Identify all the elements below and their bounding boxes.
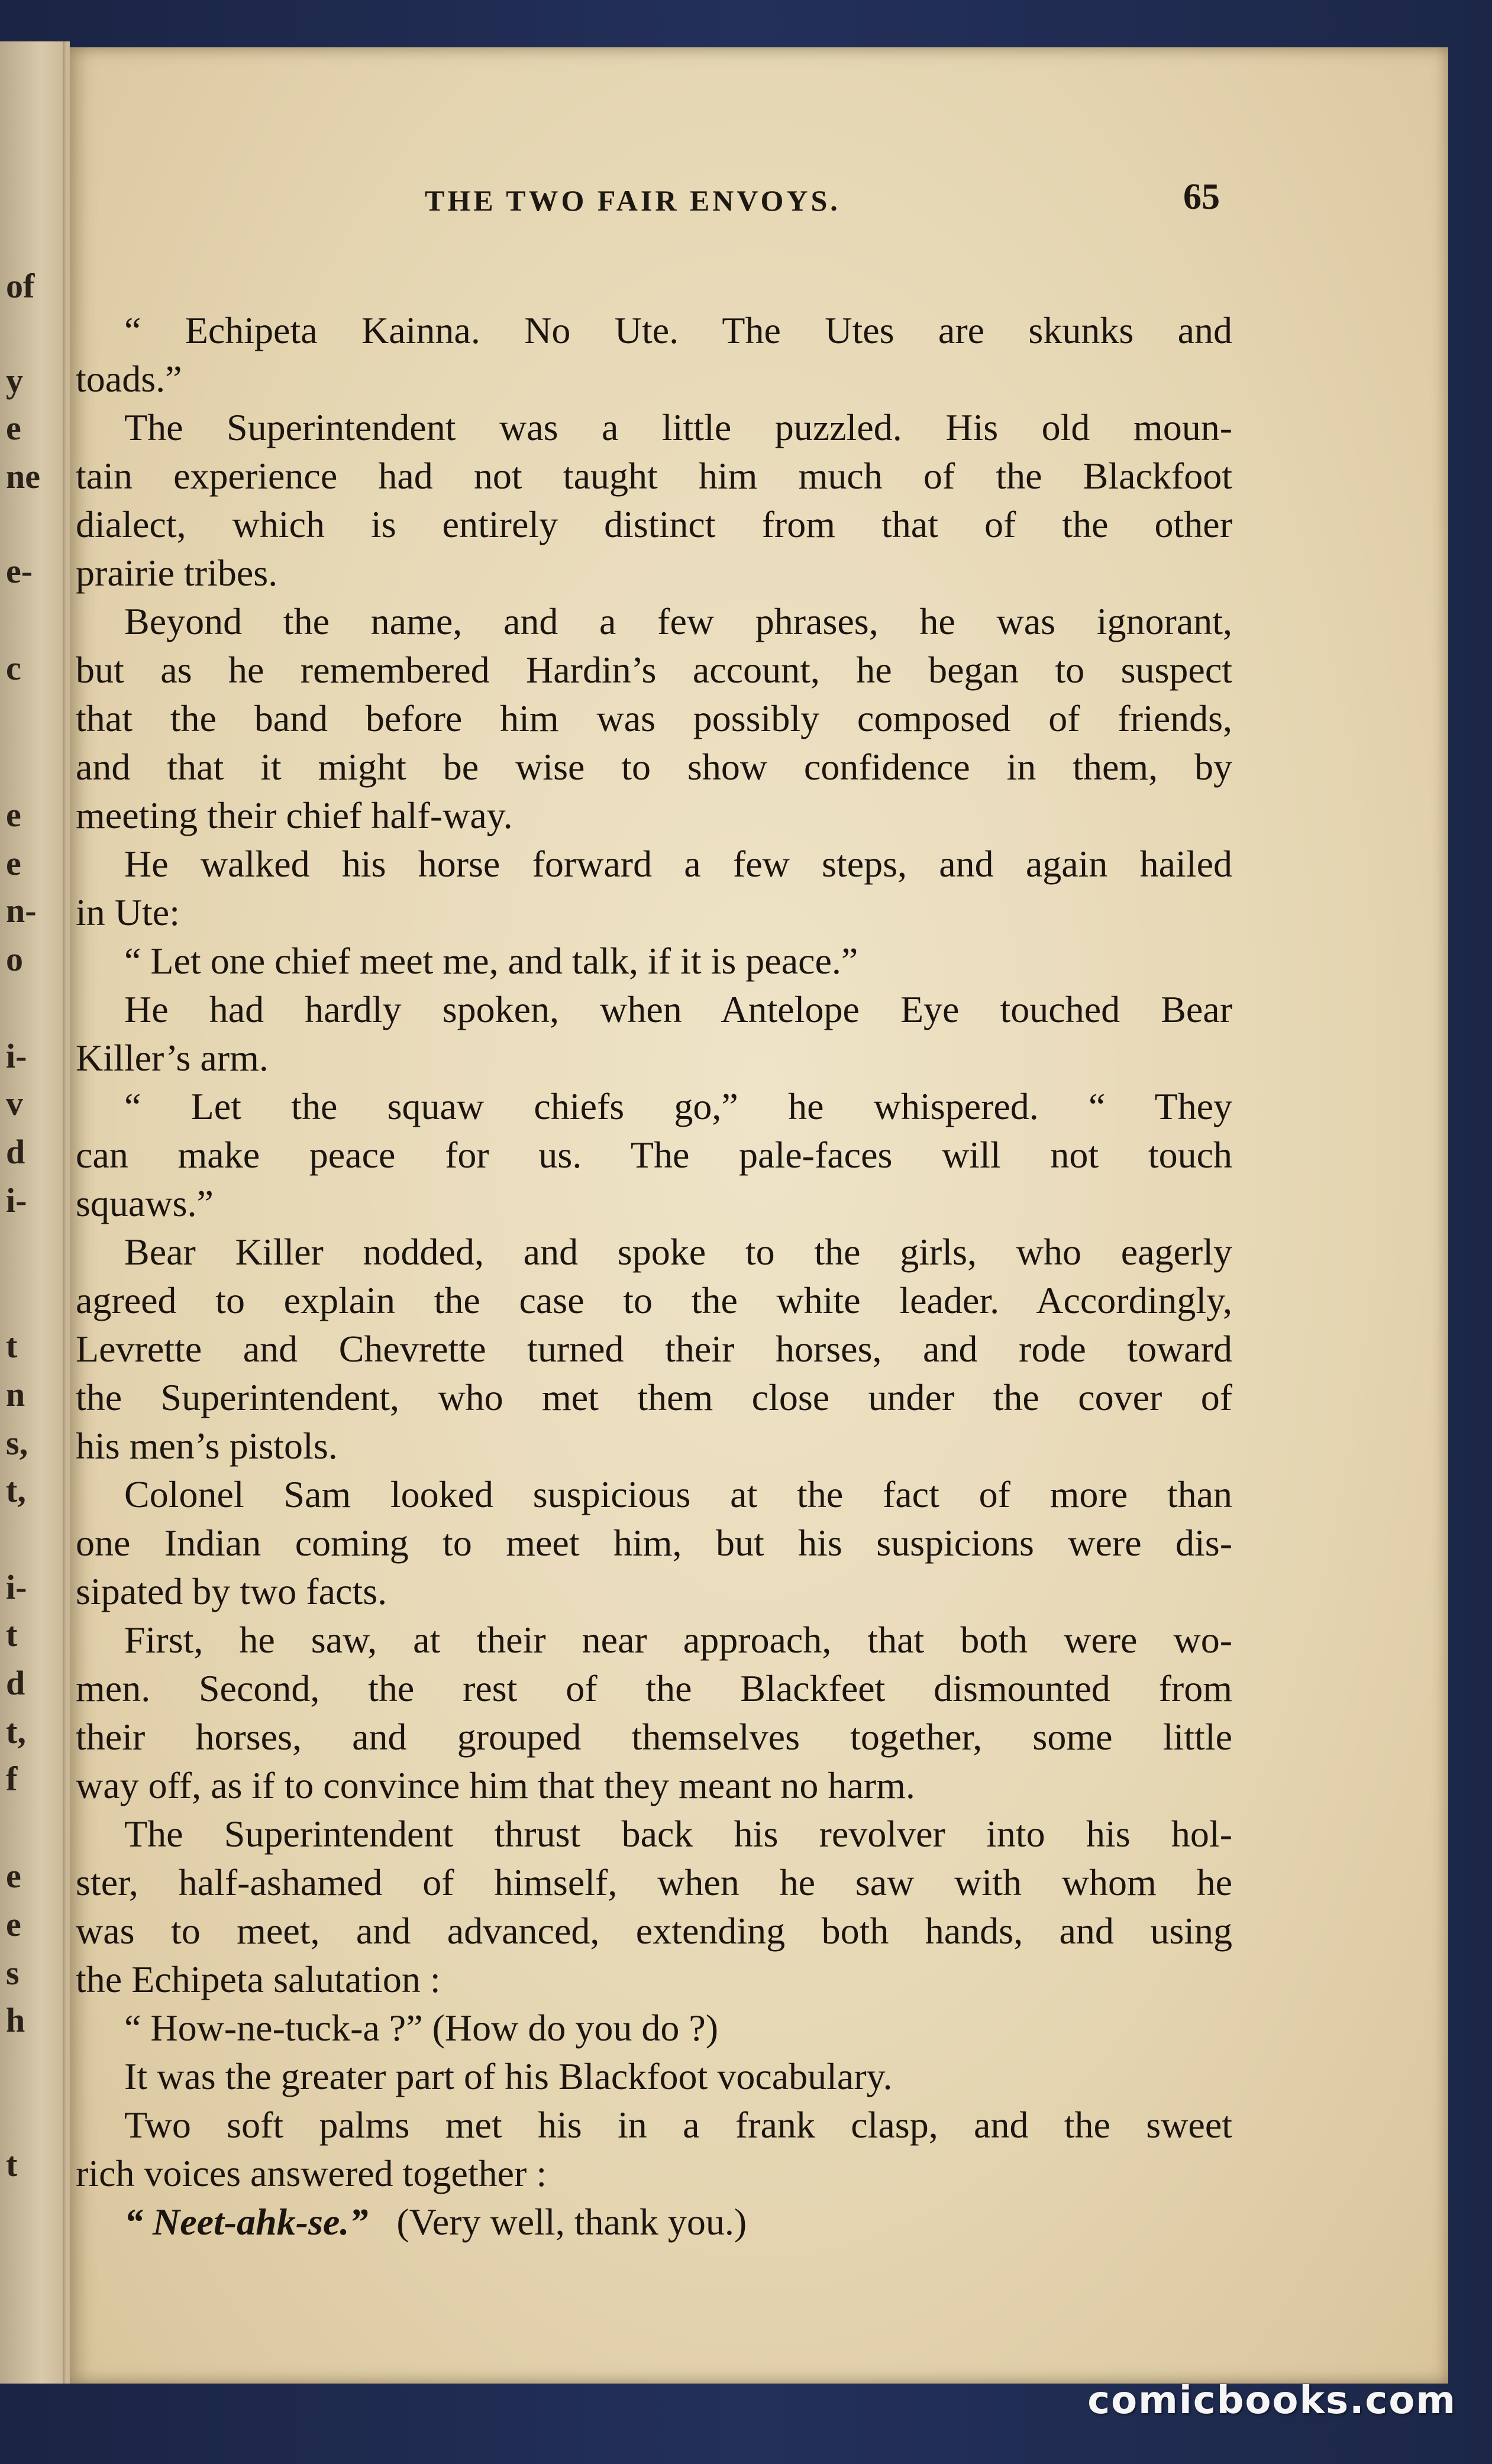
text-line: Levrette and Chevrette turned their horses, and rode toward	[76, 1328, 1232, 1370]
prev-page-fragment: v	[6, 1084, 23, 1123]
prev-page-fragment: ne	[6, 457, 40, 496]
text-line: but as he remembered Hardin’s account, he began to suspect	[76, 649, 1232, 691]
prev-page-fragment: e	[6, 844, 21, 882]
text-line-final	[76, 2198, 1232, 2246]
prev-page-fragment: t	[6, 1327, 18, 1365]
prev-page-fragment: of	[6, 267, 35, 305]
text-line: that the band before him was possibly composed of friends,	[76, 697, 1232, 739]
prev-page-fragment: t	[6, 2145, 18, 2184]
prev-page-fragment: i-	[6, 1568, 27, 1606]
prev-page-fragment: e	[6, 796, 21, 834]
text-line: “ Let the squaw chiefs go,” he whispered. “ They	[124, 1085, 1232, 1127]
prev-page-fragment: y	[6, 361, 23, 400]
prev-page-fragment: d	[6, 1664, 25, 1702]
prev-page-fragment: e-	[6, 552, 33, 590]
text-line: Colonel Sam looked suspicious at the fact of more than	[124, 1473, 1232, 1515]
prev-page-fragment: e	[6, 1857, 21, 1895]
text-line: men. Second, the rest of the Blackfeet dismounted from	[76, 1667, 1232, 1709]
blackfoot-phrase: “ Neet-ahk-se.”	[124, 2201, 369, 2243]
prev-page-fragment: t	[6, 1615, 18, 1654]
text-line: the Superintendent, who met them close under the cover of	[76, 1376, 1232, 1418]
text-line: “ Let one chief meet me, and talk, if it is peace.”	[124, 940, 858, 982]
prev-page-fragment: c	[6, 649, 21, 687]
prev-page-fragment: e	[6, 1905, 21, 1944]
text-line: Bear Killer nodded, and spoke to the girls, who eagerly	[124, 1231, 1232, 1273]
prev-page-fragment: t,	[6, 1712, 26, 1751]
prev-page-fragment: f	[6, 1760, 18, 1798]
text-line: and that it might be wise to show confidence in them, by	[76, 746, 1232, 788]
book-page	[70, 47, 1448, 2384]
text-line: First, he saw, at their near approach, that both were wo-	[124, 1619, 1232, 1661]
text-line: their horses, and grouped themselves together, some little	[76, 1716, 1232, 1758]
text-line: The Superintendent was a little puzzled. His old moun-	[124, 406, 1232, 448]
prev-page-fragment: n	[6, 1375, 25, 1414]
text-line: dialect, which is entirely distinct from that of the other	[76, 503, 1232, 545]
prev-page-fragment: i-	[6, 1037, 27, 1075]
text-line: The Superintendent thrust back his revolver into his hol-	[124, 1813, 1232, 1855]
prev-page-fragment: s	[6, 1954, 20, 1992]
page-header	[70, 172, 1448, 225]
text-line: was to meet, and advanced, extending both hands, and using	[76, 1910, 1232, 1952]
prev-page-fragment: i-	[6, 1181, 27, 1220]
text-line: ster, half-ashamed of himself, when he saw with whom he	[76, 1861, 1232, 1903]
prev-page-fragment: t,	[6, 1471, 26, 1509]
text-line: agreed to explain the case to the white leader. Accordingly,	[76, 1279, 1232, 1321]
text-line: rich voices answered together :	[76, 2152, 547, 2194]
prev-page-fragment: e	[6, 409, 21, 447]
prev-page-fragment: d	[6, 1133, 25, 1171]
text-line: one Indian coming to meet him, but his suspicions were dis-	[76, 1522, 1232, 1564]
text-line: way off, as if to convince him that they meant no harm.	[76, 1764, 915, 1806]
running-title: THE TWO FAIR ENVOYS.	[425, 184, 841, 217]
text-line: the Echipeta salutation :	[76, 1958, 441, 2000]
page-number: 65	[1183, 177, 1220, 217]
text-line: tain experience had not taught him much of the Blackfoot	[76, 455, 1232, 497]
text-line: squaws.”	[76, 1182, 214, 1224]
translation: (Very well, thank you.)	[396, 2201, 747, 2243]
prev-page-fragment: h	[6, 2001, 25, 2039]
text-line: He walked his horse forward a few steps, and again hailed	[124, 843, 1232, 885]
prev-page-fragment: o	[6, 940, 23, 978]
site-watermark: comicbooks.com	[1087, 2379, 1457, 2423]
text-line: “ How-ne-tuck-a ?” (How do you do ?)	[124, 2007, 719, 2049]
text-line: He had hardly spoken, when Antelope Eye touched Bear	[124, 988, 1232, 1030]
prev-page-fragment: n-	[6, 891, 37, 930]
text-line: meeting their chief half-way.	[76, 794, 513, 836]
text-line: in Ute:	[76, 891, 180, 933]
text-line: Two soft palms met his in a frank clasp, and the sweet	[124, 2104, 1232, 2146]
text-line: Killer’s arm.	[76, 1037, 269, 1079]
text-line: prairie tribes.	[76, 552, 278, 594]
prev-page-fragment: s,	[6, 1424, 28, 1462]
body-text	[76, 306, 1232, 2246]
text-line: “ Echipeta Kainna. No Ute. The Utes are skunks and	[124, 309, 1232, 351]
text-line: can make peace for us. The pale-faces will not touch	[76, 1134, 1232, 1176]
page-gutter-shadow	[63, 41, 66, 2384]
text-line: It was the greater part of his Blackfoot vocabulary.	[124, 2055, 893, 2097]
text-line: his men’s pistols.	[76, 1425, 338, 1467]
text-line: toads.”	[76, 358, 182, 400]
text-line: sipated by two facts.	[76, 1570, 387, 1612]
previous-page-edge	[0, 41, 70, 2384]
text-line: Beyond the name, and a few phrases, he was ignorant,	[124, 600, 1232, 642]
